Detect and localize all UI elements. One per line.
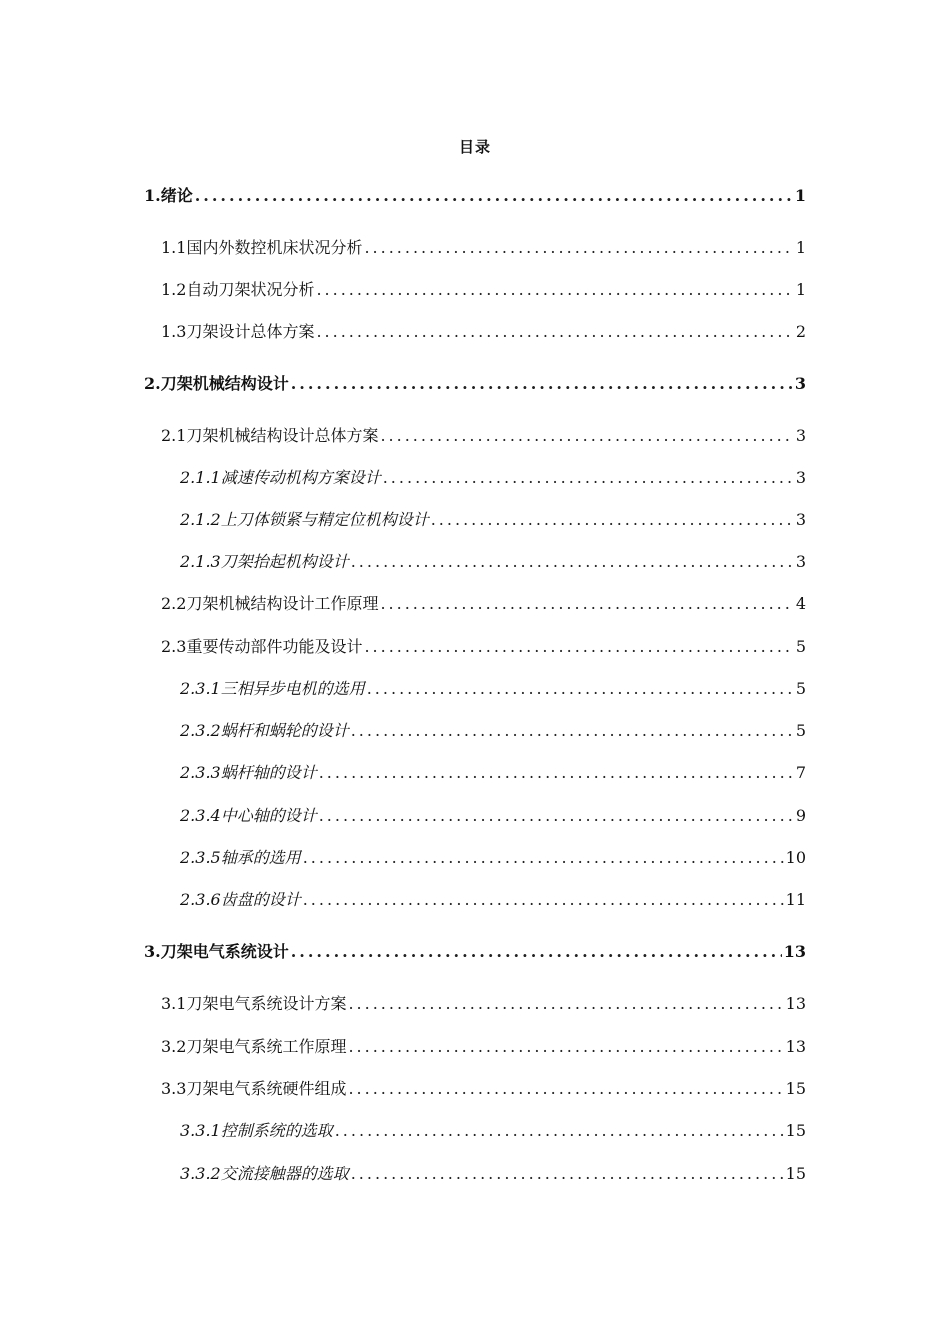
toc-entry-label: 2.1.3刀架抬起机构设计: [180, 552, 349, 571]
toc-entry[interactable]: [180, 466, 806, 490]
toc-entry-label: 2.刀架机械结构设计: [144, 374, 289, 393]
toc-entry-page: 2: [795, 322, 806, 341]
toc-entry-label: 1.1国内外数控机床状况分析: [161, 238, 363, 257]
toc-entry[interactable]: [144, 372, 806, 396]
toc-entry-label: 3.2刀架电气系统工作原理: [161, 1037, 347, 1056]
toc-entry-page: 10: [785, 848, 806, 867]
dot-leader: [348, 992, 783, 1016]
toc-title: 目录: [458, 138, 491, 156]
toc-entry[interactable]: [180, 1162, 806, 1186]
toc-entry-label: 3.1刀架电气系统设计方案: [161, 994, 347, 1013]
toc-entry-page: 1: [795, 280, 806, 299]
dot-leader: [431, 508, 794, 532]
toc-entry[interactable]: [161, 278, 806, 302]
dot-leader: [303, 888, 784, 912]
toc-entry-page: 5: [795, 637, 806, 656]
toc-entry-label: 2.1.1减速传动机构方案设计: [180, 468, 381, 487]
toc-entry-label: 2.1.2上刀体锁紧与精定位机构设计: [180, 510, 429, 529]
toc-entry-label: 2.3.5轴承的选用: [180, 848, 301, 867]
toc-entry-label: 2.2刀架机械结构设计工作原理: [161, 594, 379, 613]
toc-entry-label: 3.3刀架电气系统硬件组成: [161, 1079, 347, 1098]
toc-entry[interactable]: [144, 184, 806, 208]
dot-leader: [291, 372, 793, 396]
toc-entry-page: 7: [795, 763, 806, 782]
toc-entry[interactable]: [180, 508, 806, 532]
dot-leader: [351, 719, 794, 743]
toc-entry-label: 3.3.1控制系统的选取: [180, 1121, 333, 1140]
toc-entry-label: 2.1刀架机械结构设计总体方案: [161, 426, 379, 445]
toc-entry[interactable]: [180, 761, 806, 785]
toc-entry-label: 3.3.2交流接触器的选取: [180, 1164, 349, 1183]
toc-entry-page: 3: [795, 426, 806, 445]
toc-entry[interactable]: [144, 940, 806, 964]
toc-entry-label: 1.绪论: [144, 186, 193, 205]
toc-entry[interactable]: [180, 719, 806, 743]
toc-entry[interactable]: [161, 320, 806, 344]
toc-entry[interactable]: [161, 424, 806, 448]
toc-entry-page: 15: [785, 1121, 806, 1140]
dot-leader: [383, 466, 794, 490]
toc-entry-page: 3: [795, 552, 806, 571]
toc-entry-page: 5: [795, 721, 806, 740]
dot-leader: [348, 1077, 783, 1101]
toc-entry-label: 2.3.2蜗杆和蜗轮的设计: [180, 721, 349, 740]
toc-entry-label: 3.刀架电气系统设计: [144, 942, 289, 961]
dot-leader: [380, 424, 793, 448]
toc-entry[interactable]: [180, 888, 806, 912]
toc-entry-page: 15: [785, 1164, 806, 1183]
dot-leader: [195, 184, 793, 208]
dot-leader: [303, 846, 784, 870]
dot-leader: [364, 236, 793, 260]
toc-entry[interactable]: [161, 592, 806, 616]
dot-leader: [335, 1119, 784, 1143]
toc-entry-page: 9: [795, 806, 806, 825]
toc-entry[interactable]: [161, 236, 806, 260]
toc-entry-page: 15: [785, 1079, 806, 1098]
toc-entry[interactable]: [180, 677, 806, 701]
toc-entry-label: 2.3.3蜗杆轴的设计: [180, 763, 317, 782]
toc-entry-page: 3: [794, 374, 806, 393]
toc-entry-page: 13: [785, 994, 806, 1013]
toc-entry-label: 2.3重要传动部件功能及设计: [161, 637, 363, 656]
toc-entry-label: 2.3.6齿盘的设计: [180, 890, 301, 909]
dot-leader: [367, 677, 794, 701]
dot-leader: [380, 592, 793, 616]
toc-entry[interactable]: [180, 804, 806, 828]
toc-entry-page: 5: [795, 679, 806, 698]
dot-leader: [319, 761, 794, 785]
toc-entry-label: 1.3刀架设计总体方案: [161, 322, 315, 341]
dot-leader: [364, 635, 793, 659]
toc-entry-page: 3: [795, 510, 806, 529]
toc-entry-page: 3: [795, 468, 806, 487]
toc-entry-page: 1: [794, 186, 806, 205]
toc-entry-label: 1.2自动刀架状况分析: [161, 280, 315, 299]
toc-entry-page: 4: [795, 594, 806, 613]
toc-entry[interactable]: [161, 992, 806, 1016]
toc-entry[interactable]: [180, 1119, 806, 1143]
toc-entry-page: 11: [785, 890, 806, 909]
toc-entry[interactable]: [161, 1077, 806, 1101]
dot-leader: [348, 1035, 783, 1059]
toc-entry[interactable]: [161, 1035, 806, 1059]
dot-leader: [316, 320, 793, 344]
toc-entry[interactable]: [161, 635, 806, 659]
dot-leader: [351, 1162, 784, 1186]
dot-leader: [316, 278, 793, 302]
dot-leader: [351, 550, 794, 574]
toc-entry-page: 13: [783, 942, 806, 961]
toc-entry-label: 2.3.1三相异步电机的选用: [180, 679, 365, 698]
dot-leader: [291, 940, 782, 964]
toc-entry-page: 1: [795, 238, 806, 257]
toc-entry-label: 2.3.4中心轴的设计: [180, 806, 317, 825]
toc-entry-page: 13: [785, 1037, 806, 1056]
toc-entry[interactable]: [180, 550, 806, 574]
dot-leader: [319, 804, 794, 828]
toc-entry[interactable]: [180, 846, 806, 870]
